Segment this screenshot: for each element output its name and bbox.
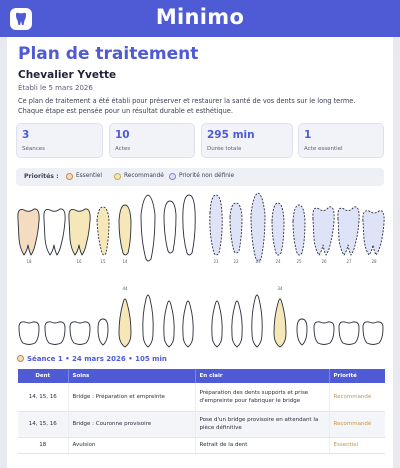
tooth-17 <box>44 209 65 255</box>
tooth-number-34: 34 <box>277 286 283 291</box>
tooth-number-14: 14 <box>122 259 128 264</box>
stat-card-duree <box>201 123 293 158</box>
treatment-plan-document <box>7 37 393 468</box>
session-priority-dot-icon <box>17 355 24 362</box>
cell-plain: Retrait de la dent <box>195 437 329 453</box>
column-en-clair: En clair <box>195 369 329 383</box>
stat-value: 1 <box>304 129 312 141</box>
tooth-12 <box>164 201 176 253</box>
tooth-number-22: 22 <box>233 259 239 264</box>
tooth-48 <box>19 322 39 345</box>
tooth-number-25: 25 <box>296 259 302 264</box>
tooth-31 <box>212 301 222 347</box>
stat-card-actes <box>109 123 195 158</box>
table-row <box>18 411 385 437</box>
dental-chart <box>7 191 393 353</box>
cell-tooth: 18 <box>18 437 68 453</box>
stat-value: 295 min <box>207 129 255 141</box>
stat-value: 10 <box>115 129 130 141</box>
tooth-23 <box>251 193 265 261</box>
tooth-number-21: 21 <box>213 259 219 264</box>
tooth-number-15: 15 <box>100 259 106 264</box>
non-definie-dot-icon <box>169 173 176 180</box>
tooth-15 <box>97 207 109 255</box>
stat-value: 3 <box>22 129 30 141</box>
tooth-24 <box>272 203 284 255</box>
tooth-28 <box>363 211 384 255</box>
tooth-42 <box>164 301 174 347</box>
cell-tooth: 14, 15, 16 <box>18 383 68 411</box>
column-dent: Dent <box>18 369 68 383</box>
tooth-36 <box>314 322 334 345</box>
cell-care: Avulsion <box>68 437 195 453</box>
stat-label: Durée totale <box>207 146 242 152</box>
cell-plain: Pose d'un bridge provisoire en attendant la pièce définitive <box>195 411 329 437</box>
stat-card-acte-essentiel <box>298 123 384 158</box>
page-title: Plan de traitement <box>18 44 199 64</box>
tooth-13 <box>141 195 155 261</box>
tooth-47 <box>45 322 65 345</box>
tooth-38 <box>363 322 383 345</box>
tooth-number-28: 28 <box>371 259 377 264</box>
patient-name: Chevalier Yvette <box>18 69 117 81</box>
tooth-number-23: 23 <box>255 259 261 264</box>
tooth-27 <box>338 207 359 255</box>
intro-line-2: Chaque étape est pensée pour un résultat durable et esthétique. <box>18 107 233 115</box>
tooth-number-24: 24 <box>275 259 281 264</box>
tooth-25 <box>293 205 305 255</box>
tooth-21 <box>210 195 222 255</box>
column-priorite: Priorité <box>329 369 385 383</box>
session-title: Séance 1 • 24 mars 2026 • 105 min <box>27 355 167 363</box>
cell-priority: Recommandé <box>329 383 385 411</box>
essentiel-dot-icon <box>66 173 73 180</box>
tooth-number-27: 27 <box>346 259 352 264</box>
tooth-45 <box>98 319 108 345</box>
stat-label: Acte essentiel <box>304 146 343 152</box>
cell-priority: Recommandé <box>329 411 385 437</box>
tooth-22 <box>230 203 242 253</box>
tooth-26 <box>313 207 334 255</box>
priority-recommande: Recommandé <box>124 173 164 179</box>
stat-card-seances <box>16 123 103 158</box>
table-header-row <box>18 369 385 383</box>
tooth-number-16: 16 <box>76 259 82 264</box>
priority-non-definie: Priorité non définie <box>179 173 235 179</box>
tooth-33 <box>252 295 262 347</box>
cell-care: Bridge : Couronne provisoire <box>68 411 195 437</box>
table-row <box>18 383 385 411</box>
stat-label: Séances <box>22 146 46 152</box>
tooth-number-44: 44 <box>122 286 128 291</box>
session-heading <box>17 355 167 363</box>
tooth-41 <box>183 301 193 347</box>
stat-label: Actes <box>115 146 131 152</box>
tooth-44 <box>119 299 131 347</box>
tooth-35 <box>297 319 307 345</box>
tooth-43 <box>143 295 153 347</box>
tooth-32 <box>232 301 242 347</box>
intro-line-1: Ce plan de traitement a été établi pour préserver et restaurer la santé de vos dents sur le long terme. <box>18 97 356 105</box>
session-table <box>18 369 385 454</box>
tooth-11 <box>183 195 195 255</box>
priority-legend-label: Priorités : <box>24 173 59 180</box>
table-row <box>18 437 385 453</box>
priority-legend <box>16 168 384 186</box>
cell-tooth: 14, 15, 16 <box>18 411 68 437</box>
tooth-34 <box>274 299 286 347</box>
tooth-46 <box>70 322 90 345</box>
tooth-16 <box>69 209 90 255</box>
tooth-number-18: 18 <box>26 259 32 264</box>
recommande-dot-icon <box>114 173 121 180</box>
plan-date: Établi le 5 mars 2026 <box>18 84 93 92</box>
app-header <box>0 0 400 37</box>
tooth-18 <box>18 209 39 255</box>
plan-intro <box>18 96 388 116</box>
tooth-number-26: 26 <box>321 259 327 264</box>
cell-care: Bridge : Préparation et empreinte <box>68 383 195 411</box>
priority-essentiel: Essentiel <box>76 173 103 179</box>
tooth-37 <box>339 322 359 345</box>
column-soins: Soins <box>68 369 195 383</box>
cell-plain: Préparation des dents supports et prise d'empreinte pour fabriquer le bridge <box>195 383 329 411</box>
app-name: Minimo <box>155 5 245 29</box>
tooth-14 <box>119 205 131 255</box>
cell-priority: Essentiel <box>329 437 385 453</box>
